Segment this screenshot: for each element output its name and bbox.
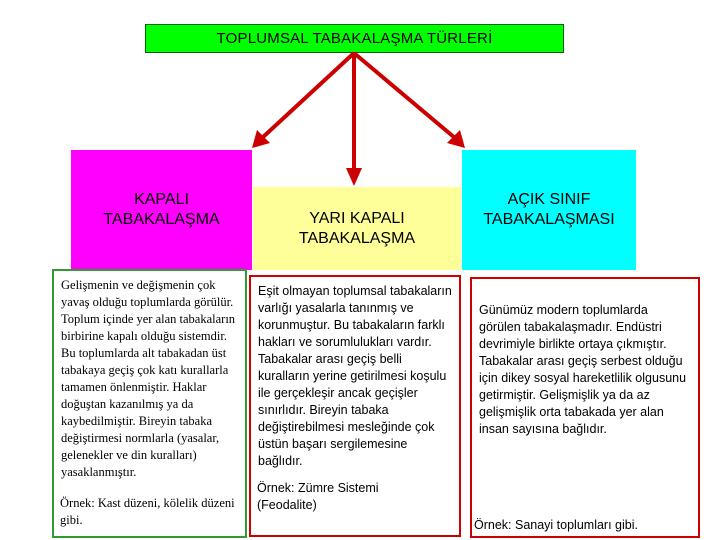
example-semi-closed: Örnek: Zümre Sistemi (Feodalite) xyxy=(257,481,379,512)
category-semi-closed xyxy=(253,187,461,270)
category-semi-closed-label: YARI KAPALI TABAKALAŞMA xyxy=(298,209,416,247)
category-open-label: AÇIK SINIF TABAKALAŞMASI xyxy=(483,191,615,228)
description-closed-text: Gelişmenin ve değişmenin çok yavaş olduğu toplumlarda görülür. Toplum içinde yer alan tabakaların birbirine kapalı olduğu sistemdir. Bu toplumlarda alt tabakadan üst tabakaya geçiş çok katı kurallarla tamamen önlenmiştir. Haklar doğuştan kazanılmış ya da kaybedilmiştir. Bireyin tabaka değiştirmesi normlarla (yasalar, gelenekler ve din kuralları) yasaklanmıştır. xyxy=(61,278,236,479)
category-closed-label: KAPALI TABAKALAŞMA xyxy=(103,191,220,228)
category-closed xyxy=(71,150,252,270)
description-semi-closed-text: Eşit olmayan toplumsal tabakaların varlığı yasalarla tanınmış ve korunmuştur. Bu tabakaların farklı hakları ve sorumlulukları vardır. Tabakalar arası geçiş belli kuralların yerine getirilmesi koşulu ile gerçekleşir ancak geçişler sınırlıdır. Bireyin tabaka değiştirebilmesi mesleğinde çok üstün başarı sergilemesine bağlıdır. xyxy=(258,284,452,468)
arrow-to-closed xyxy=(262,53,354,138)
arrow-to-open xyxy=(354,53,455,138)
description-open-text: Günümüz modern toplumlarda görülen tabakalaşmadır. Endüstri devrimiyle birlikte ortaya çıkmıştır. Tabakalar arası geçiş serbest olduğu için dikey sosyal hareketlilik olgusunu getirmiştir. Gelişmişlik ya da az gelişmişlik orta tabakada yer alan insan sayısına bağlıdır. xyxy=(479,303,687,436)
arrowhead-open xyxy=(447,130,465,148)
description-semi-closed xyxy=(249,275,461,537)
category-open xyxy=(462,150,636,270)
example-closed: Örnek: Kast düzeni, kölelik düzeni gibi. xyxy=(60,496,235,527)
arrowhead-closed xyxy=(252,130,270,148)
diagram-title: TOPLUMSAL TABAKALAŞMA TÜRLERİ xyxy=(145,24,564,53)
example-open: Örnek: Sanayi toplumları gibi. xyxy=(474,518,638,532)
arrowhead-semi xyxy=(346,168,362,186)
description-closed xyxy=(52,269,247,538)
description-open xyxy=(470,277,700,538)
